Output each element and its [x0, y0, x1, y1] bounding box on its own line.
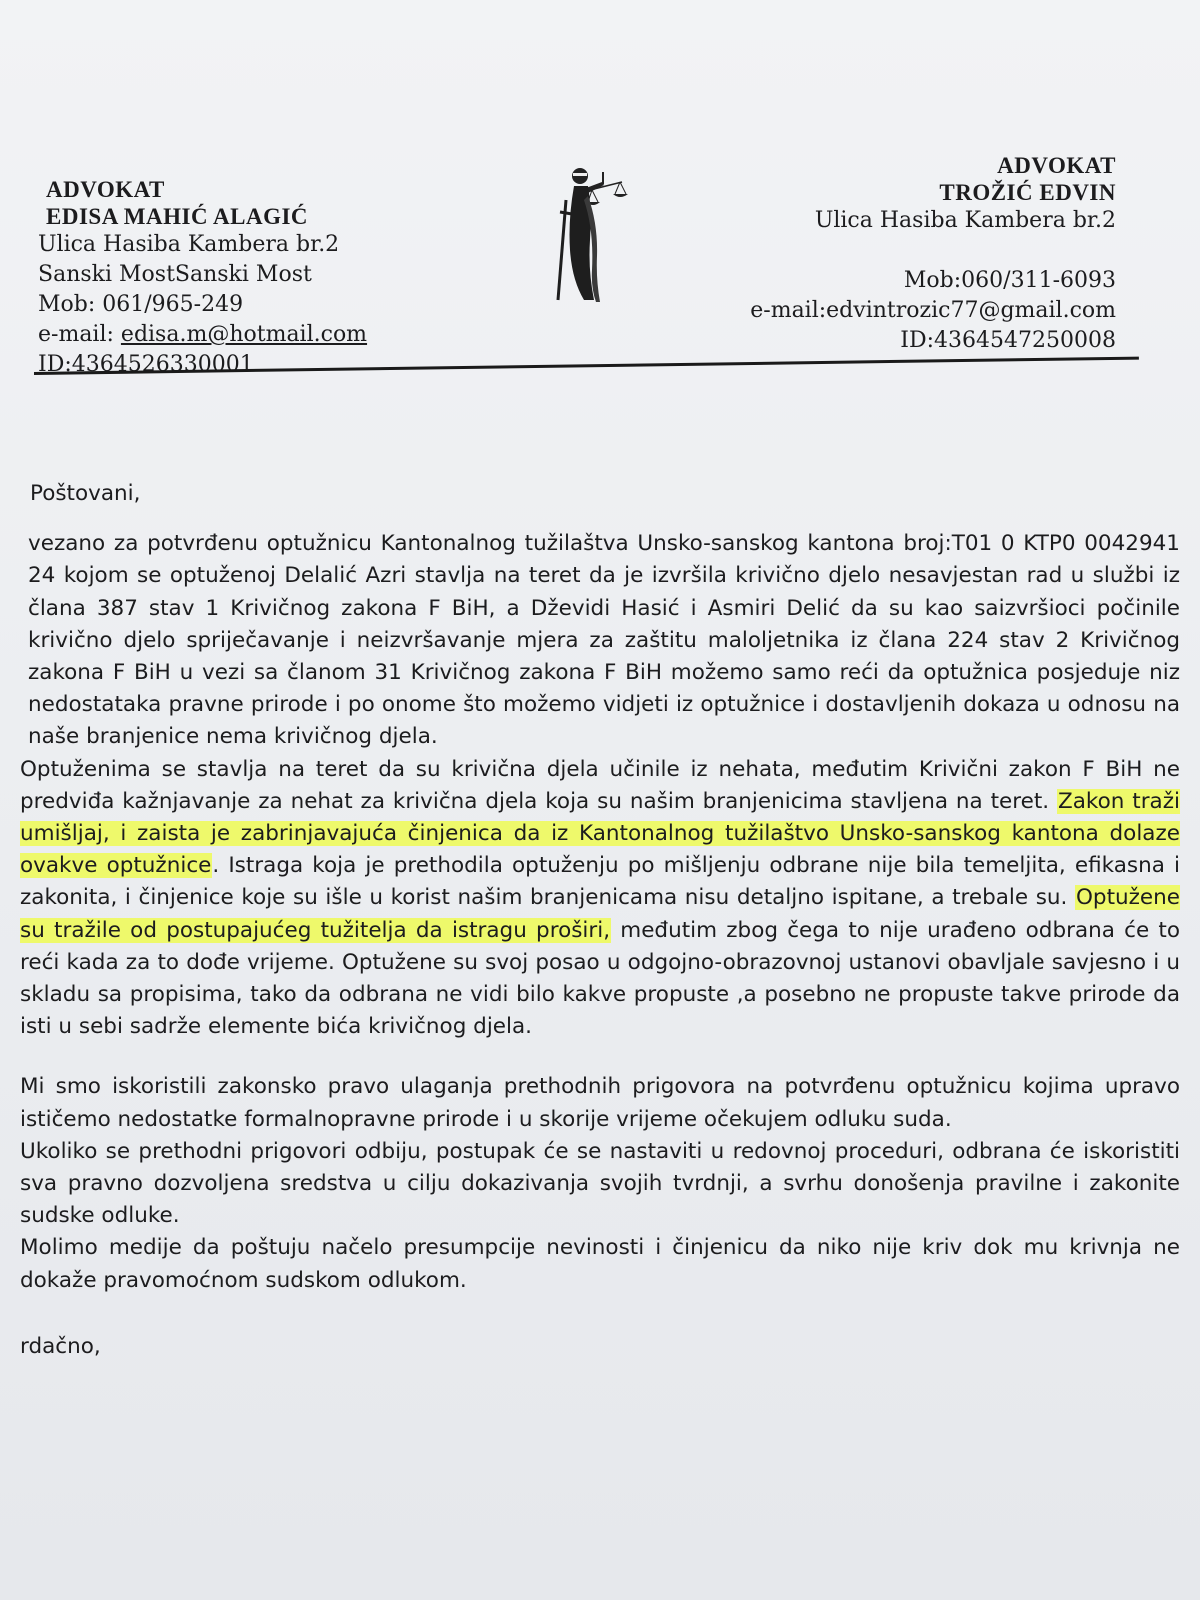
right-sender-mobile: Mob:060/311-6093 [903, 268, 1116, 293]
paragraph-2-part-a: Optuženima se stavlja na teret da su krivična djela učinile iz nehata, međutim Krivični zakon F BiH ne predviđa kažnjavanje za nehat za krivična djela koja su našim branjenicima stavljena na teret. [20, 756, 1180, 814]
highlighted-passage-1: Zakon traži umišljaj, i zaista je zabrinjavajuća činjenica da iz Kantonalnog tužilaštvo Unsko-sanskog kantona dolaze ovakve optužnice [20, 788, 1180, 879]
lady-justice-icon [550, 160, 640, 310]
paragraph-2-part-b: . Istraga koja je prethodila optuženju po mišljenju odbrane nije bila temeljita, efikasna i zakonita, i činjenice koje su išle u korist našim branjenicama nisu detaljno ispitane, a trebale su. [20, 853, 1180, 911]
left-sender-email-label: e-mail: [38, 322, 121, 347]
right-sender-email[interactable]: e-mail:edvintrozic77@gmail.com [750, 298, 1116, 323]
letter-body [20, 478, 1180, 1363]
lady-justice-svg [550, 160, 640, 310]
left-sender-title: ADVOKAT [46, 177, 165, 202]
right-sender-id: ID:4364547250008 [900, 328, 1116, 353]
paragraph-3: Mi smo iskoristili zakonsko pravo ulaganja prethodnih prigovora na potvrđenu optužnicu kojima upravo ističemo nedostatke formalnopravne prirode i u skorije vrijeme očekujem odluku suda. [20, 1074, 1180, 1132]
left-sender-email[interactable]: edisa.m@hotmail.com [120, 322, 368, 347]
highlighted-passage-2: Optužene su tražile od postupajućeg tužitelja da istragu proširi, [20, 885, 1180, 943]
right-sender-block [750, 152, 1116, 356]
salutation: Poštovani, [30, 481, 141, 506]
left-sender-id: ID:4364526330001 [38, 352, 254, 377]
left-sender-block [38, 176, 367, 380]
paragraph-2-part-c: međutim zbog čega to nije urađeno odbrana će to reći kada za to dođe vrijeme. Optužene su svoj posao u odgojno-obrazovnoj ustanovi obavljale savjesno i u skladu sa propisima, tako da odbrana ne vidi bilo kakve propuste ,a posebno ne propuste takve prirode da isti u sebi sadrže elemente bića krivičnog djela. [20, 917, 1180, 1040]
left-sender-email-line [38, 320, 367, 350]
left-sender-mobile: Mob: 061/965-249 [38, 292, 244, 317]
paragraph-5: Molimo medije da poštuju načelo presumpcije nevinosti i činjenicu da niko nije kriv dok mu krivnja ne dokaže pravomoćnom sudskom odlukom. [20, 1235, 1180, 1293]
left-sender-city: Sanski MostSanski Most [38, 262, 312, 287]
closing: rdačno, [20, 1333, 101, 1359]
paragraph-2 [20, 754, 1180, 1044]
right-sender-street: Ulica Hasiba Kambera br.2 [814, 208, 1116, 233]
paragraph-4: Ukoliko se prethodni prigovori odbiju, postupak će se nastaviti u redovnoj proceduri, odbrana će iskoristiti sva pravno dozvoljena sredstva u cilju dokazivanja svojih tvrdnji, a svrhu donošenja pravilne i zakonite sudske odluke. [20, 1138, 1180, 1229]
left-sender-name: EDISA MAHIĆ ALAGIĆ [46, 204, 309, 229]
right-sender-spacer [750, 236, 1116, 266]
left-sender-street: Ulica Hasiba Kambera br.2 [38, 232, 340, 257]
right-sender-name: TROŽIĆ EDVIN [939, 180, 1116, 205]
right-sender-title: ADVOKAT [997, 153, 1116, 178]
paragraph-1: vezano za potvrđenu optužnicu Kantonalnog tužilaštva Unsko-sanskog kantona broj:T01 0 KTP0 0042941 24 kojom se optuženoj Delalić Azri stavlja na teret da je izvršila krivično djelo nesavjestan rad u službi iz člana 387 stav 1 Krivičnog zakona F BiH, a Dževidi Hasić i Asmiri Delić da su kao saizvršioci počinile krivično djelo spriječavanje i neizvršavanje mjera za zaštitu maloljetnika iz člana 224 stav 2 Krivičnog zakona F BiH u vezi sa članom 31 Krivičnog zakona F BiH možemo samo reći da optužnica posjeduje niz nedostataka pravne prirode i po onome što možemo vidjeti iz optužnice i dostavljenih dokaza u odnosu na naše branjenice nema krivičnog djela. [28, 531, 1180, 750]
